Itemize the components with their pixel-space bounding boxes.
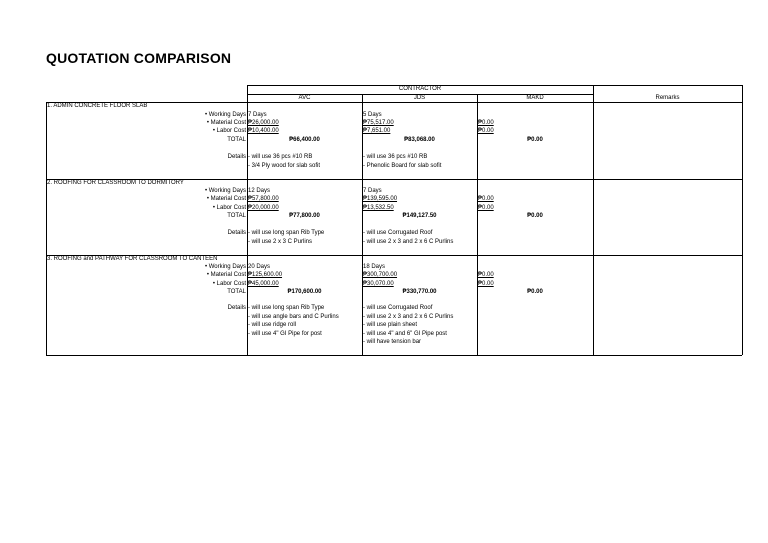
makd-material-cost: ₱0.00	[478, 272, 494, 278]
jds-total: ₱149,127.50	[402, 213, 437, 219]
makd-labor-cost: ₱0.00	[478, 128, 494, 134]
detail-line: - will use 4" and 6" GI Pipe post	[363, 330, 447, 337]
detail-line: - will use long span Rib Type	[248, 230, 325, 236]
detail-line: - will use 2 x 3 and 2 x 6 C Purlins	[363, 238, 454, 245]
label-material-cost: • Material Cost	[206, 120, 246, 126]
makd-total: ₱0.00	[527, 289, 543, 295]
makd-labor-cost: ₱0.00	[478, 281, 494, 287]
avc-working-days: 7 Days	[248, 112, 267, 118]
detail-line: - 3/4 Ply wood for slab sofit	[248, 162, 321, 169]
section-heading: 2. ROOFING FOR CLASSROOM TO DORMITORY	[47, 180, 184, 186]
jds-details	[363, 304, 453, 347]
detail-line: - will use 2 x 3 and 2 x 6 C Purlins	[363, 313, 454, 320]
makd-total: ₱0.00	[527, 137, 543, 143]
detail-line: - will use angle bars and C Purlins	[248, 313, 339, 320]
avc-details	[248, 229, 324, 246]
jds-total: ₱83,068.00	[404, 137, 435, 143]
avc-labor-cost: ₱10,400.00	[248, 128, 279, 134]
avc-total: ₱66,400.00	[289, 137, 320, 143]
jds-total: ₱330,770.00	[402, 289, 437, 295]
avc-material-cost: ₱125,600.00	[248, 272, 283, 278]
border-right	[742, 85, 743, 355]
detail-line: - will use 2 x 3 C Purlins	[248, 238, 313, 245]
avc-working-days: 12 Days	[248, 188, 271, 194]
jds-labor-cost: ₱7,651.00	[363, 128, 391, 134]
detail-line: - will use Corrugated Roof	[363, 305, 433, 311]
section-heading: 3. ROOFING and PATHWAY FOR CLASSROOM TO CANTEEN	[47, 256, 218, 262]
contractor-avc: AVC	[298, 95, 311, 101]
section-heading: 1. ADMIN CONCRETE FLOOR SLAB	[47, 103, 148, 109]
avc-total: ₱77,800.00	[289, 213, 320, 219]
makd-material-cost: ₱0.00	[478, 120, 494, 126]
label-total: TOTAL	[227, 289, 246, 295]
label-working-days: • Working Days	[204, 264, 246, 270]
jds-working-days: 5 Days	[363, 112, 382, 118]
jds-material-cost: ₱300,700.00	[363, 272, 398, 278]
label-material-cost: • Material Cost	[206, 196, 246, 202]
jds-working-days: 18 Days	[363, 264, 386, 270]
avc-total: ₱170,600.00	[287, 289, 322, 295]
label-details: Details	[227, 230, 246, 236]
label-labor-cost: • Labor Cost	[212, 128, 246, 134]
contractor-jds: JDS	[413, 95, 426, 101]
label-labor-cost: • Labor Cost	[212, 281, 246, 287]
detail-line: - will use long span Rib Type	[248, 305, 325, 311]
avc-labor-cost: ₱20,000.00	[248, 205, 279, 211]
label-working-days: • Working Days	[204, 112, 246, 118]
label-total: TOTAL	[227, 213, 246, 219]
avc-labor-cost: ₱45,000.00	[248, 281, 279, 287]
contractor-makd: MAKD	[526, 95, 544, 101]
detail-line: - will use 4" GI Pipe for post	[248, 330, 322, 337]
detail-line: - will use 36 pcs #10 RB	[248, 154, 313, 160]
avc-material-cost: ₱26,000.00	[248, 120, 279, 126]
detail-line: - will use ridge roll	[248, 322, 297, 328]
border-bottom	[46, 355, 742, 356]
jds-labor-cost: ₱13,532.50	[363, 205, 394, 211]
comparison-table	[46, 85, 742, 355]
label-working-days: • Working Days	[204, 188, 246, 194]
avc-details	[248, 153, 320, 170]
jds-working-days: 7 Days	[363, 188, 382, 194]
jds-material-cost: ₱75,517.00	[363, 120, 394, 126]
makd-material-cost: ₱0.00	[478, 196, 494, 202]
jds-details	[363, 229, 453, 246]
label-material-cost: • Material Cost	[206, 272, 246, 278]
page-title: QUOTATION COMPARISON	[46, 50, 232, 66]
makd-labor-cost: ₱0.00	[478, 205, 494, 211]
detail-line: - will use plain sheet	[363, 322, 418, 328]
label-total: TOTAL	[227, 137, 246, 143]
jds-material-cost: ₱139,595.00	[363, 196, 398, 202]
makd-total: ₱0.00	[527, 213, 543, 219]
contractor-header: CONTRACTOR	[398, 86, 442, 92]
jds-labor-cost: ₱30,070.00	[363, 281, 394, 287]
detail-line: - Phenolic Board for slab sofit	[363, 162, 442, 169]
label-details: Details	[227, 305, 246, 311]
detail-line: - will have tension bar	[363, 339, 422, 345]
label-labor-cost: • Labor Cost	[212, 205, 246, 211]
remarks-header: Remarks	[655, 95, 680, 101]
avc-material-cost: ₱57,800.00	[248, 196, 279, 202]
avc-details	[248, 304, 339, 338]
label-details: Details	[227, 154, 246, 160]
jds-details	[363, 153, 441, 170]
border-col-remarks	[593, 85, 594, 355]
detail-line: - will use 36 pcs #10 RB	[363, 154, 428, 160]
avc-working-days: 20 Days	[248, 264, 271, 270]
detail-line: - will use Corrugated Roof	[363, 230, 433, 236]
